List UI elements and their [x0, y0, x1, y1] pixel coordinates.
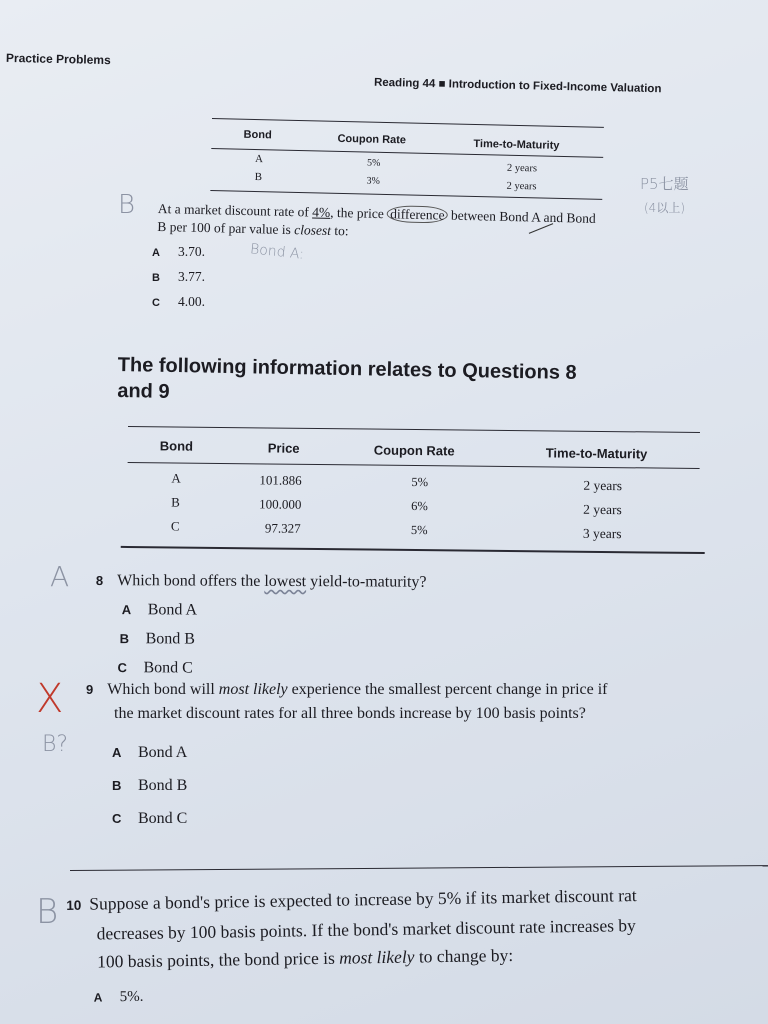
table2-cell: 100.000: [259, 496, 302, 512]
table1-header-coupon: Coupon Rate: [337, 132, 407, 147]
handwritten-answer-q10: B: [36, 892, 59, 932]
table1-cell: 3%: [366, 175, 381, 187]
table2-cell: 6%: [411, 498, 428, 514]
reading-header: Reading 44 ■ Introduction to Fixed-Income Valuation: [373, 76, 662, 96]
handwritten-note-bond-a: Bond A:: [249, 241, 305, 263]
q9-option-c[interactable]: C Bond C: [112, 810, 188, 827]
table2-cell: 97.327: [264, 520, 301, 536]
table2-cell: 3 years: [582, 525, 622, 542]
section-heading: The following information relates to Questions 8 and 9: [117, 353, 577, 403]
question-7-text: At a market discount rate of 4%, the price difference between Bond A and Bond B per 100 of par value is closest to:: [157, 200, 596, 239]
table1-cell: 2 years: [506, 180, 537, 193]
table2-cell: 2 years: [583, 501, 622, 518]
section-header: Practice Problems: [5, 50, 111, 68]
question-10: [66, 879, 768, 1012]
question-8-text: 8 Which bond offers the lowest yield-to-maturity?: [95, 572, 427, 591]
q9-option-a[interactable]: A Bond A: [112, 744, 188, 761]
question-9-line2: the market discount rates for all three bonds increase by 100 basis points?: [114, 705, 586, 722]
table2-cell: 2 years: [583, 477, 623, 494]
question-8: [95, 566, 426, 684]
question-10-line3: 100 basis points, the bond price is most likely to change by:: [96, 944, 514, 972]
table-2: [127, 426, 708, 558]
q7-option-c[interactable]: C 4.00.: [152, 294, 205, 309]
table2-cell: C: [170, 518, 180, 534]
q10-option-a[interactable]: A 5%.: [93, 988, 144, 1006]
table1-header-maturity: Time-to-Maturity: [473, 137, 560, 152]
red-x-mark: X: [36, 676, 64, 722]
handwritten-answer-q7: B: [118, 190, 136, 220]
q8-option-b[interactable]: B Bond B: [119, 630, 196, 648]
handwritten-answer-q9: B?: [42, 732, 69, 757]
table2-header-maturity: Time-to-Maturity: [545, 445, 648, 462]
question-10-line1: 10 Suppose a bond's price is expected to increase by 5% if its market discount rat: [66, 885, 637, 914]
table1-cell: B: [254, 170, 263, 184]
question-9: [86, 678, 608, 835]
q7-options: [152, 240, 205, 315]
table2-header-bond: Bond: [159, 438, 194, 454]
q9-option-b[interactable]: B Bond B: [112, 777, 188, 794]
question-9-line1: 9 Which bond will most likely experience the smallest percent change in price if: [86, 681, 608, 698]
table2-cell: B: [171, 494, 180, 510]
table2-header-price: Price: [267, 440, 300, 456]
q8-option-c[interactable]: C Bond C: [117, 659, 193, 677]
table2-cell: A: [171, 470, 181, 486]
table2-cell: 5%: [410, 522, 428, 538]
q7-option-b[interactable]: B 3.77.: [152, 269, 205, 284]
table1-cell: 5%: [366, 157, 381, 169]
handwritten-margin-note: P5七题 (4以上): [640, 175, 689, 215]
table1-cell: 2 years: [506, 162, 538, 175]
q8-option-a[interactable]: A Bond A: [121, 601, 198, 619]
table2-cell: 5%: [411, 474, 429, 490]
divider: [70, 865, 768, 871]
handwritten-answer-q8: A: [50, 560, 70, 593]
table2-cell: 101.886: [259, 472, 302, 488]
question-10-line2: decreases by 100 basis points. If the bond's market discount rate increases by: [96, 915, 636, 944]
table2-header-coupon: Coupon Rate: [373, 442, 455, 459]
q7-option-a[interactable]: A 3.70.: [152, 244, 205, 259]
table1-header-bond: Bond: [243, 128, 272, 142]
table1-cell: A: [254, 152, 264, 166]
